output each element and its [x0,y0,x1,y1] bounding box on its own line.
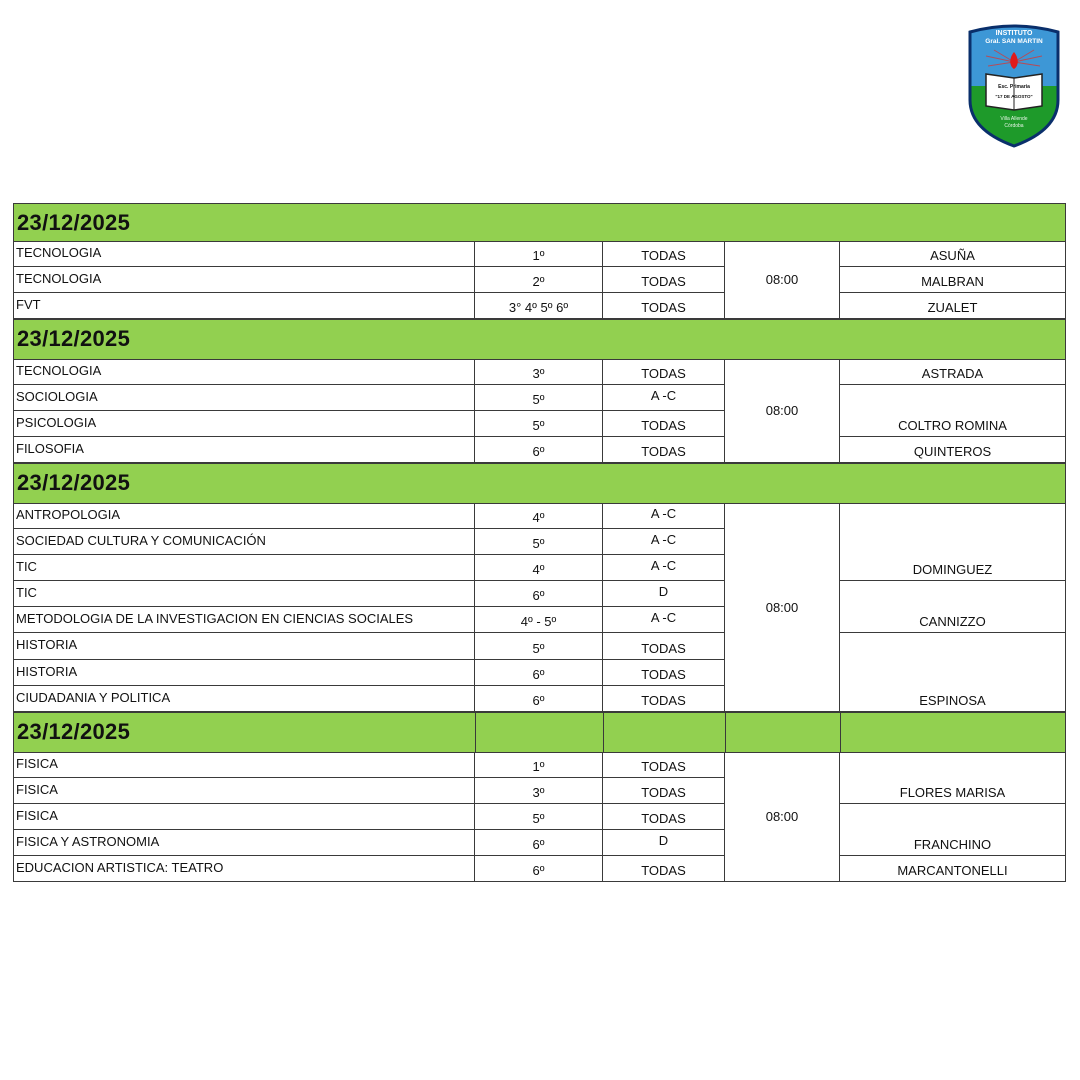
exam-date: 23/12/2025 [17,719,131,744]
subject-cell: FISICA [13,752,475,778]
course-cell: 3º [475,778,603,804]
course-cell: 3° 4º 5º 6º [475,293,603,319]
course-cell: 5º [475,385,603,411]
course-cell: 6º [475,686,603,712]
course-cell: 5º [475,804,603,830]
course-cell: 1º [475,241,603,267]
course-cell: 1º [475,752,603,778]
course-cell: 6º [475,830,603,856]
logo-text-province: Córdoba [1004,123,1024,129]
exam-date: 23/12/2025 [17,470,131,495]
date-header [13,203,1066,242]
teacher-cell: FRANCHINO [840,804,1066,856]
teacher-cell: CANNIZZO [840,581,1066,633]
division-cell: TODAS [603,359,725,385]
subject-cell: TIC [13,555,475,581]
exam-date: 23/12/2025 [17,210,131,235]
subject-cell: METODOLOGIA DE LA INVESTIGACION EN CIENCIAS SOCIALES [13,607,475,633]
division-cell: TODAS [603,778,725,804]
subject-cell: HISTORIA [13,660,475,686]
subject-cell: EDUCACION ARTISTICA: TEATRO [13,856,475,882]
subject-cell: FISICA [13,778,475,804]
division-cell: TODAS [603,856,725,882]
subject-cell: PSICOLOGIA [13,411,475,437]
course-cell: 5º [475,529,603,555]
division-cell: TODAS [603,437,725,463]
exam-time: 08:00 [725,241,840,319]
teacher-cell: ASTRADA [840,359,1066,385]
logo-text-school: "17 DE AGOSTO" [995,94,1033,99]
subject-cell: TECNOLOGIA [13,359,475,385]
division-cell: TODAS [603,411,725,437]
date-header [13,712,1066,753]
exam-time: 08:00 [725,752,840,882]
course-cell: 4º [475,555,603,581]
division-cell: TODAS [603,293,725,319]
subject-cell: CIUDADANIA Y POLITICA [13,686,475,712]
division-cell: A -C [603,503,725,529]
teacher-cell: QUINTEROS [840,437,1066,463]
subject-cell: FVT [13,293,475,319]
division-cell: TODAS [603,804,725,830]
logo-text-level: Esc. Primaria [998,84,1030,90]
subject-cell: SOCIEDAD CULTURA Y COMUNICACIÓN [13,529,475,555]
division-cell: D [603,581,725,607]
course-cell: 5º [475,633,603,660]
exam-date: 23/12/2025 [17,326,131,351]
header-divider [603,712,604,752]
teacher-cell: MARCANTONELLI [840,856,1066,882]
course-cell: 5º [475,411,603,437]
division-cell: TODAS [603,241,725,267]
exam-time: 08:00 [725,359,840,463]
teacher-cell: COLTRO ROMINA [840,385,1066,437]
division-cell: TODAS [603,686,725,712]
logo-text-name: Gral. SAN MARTIN [985,38,1043,45]
subject-cell: TECNOLOGIA [13,241,475,267]
logo-text-city: Villa Allende [1000,116,1028,122]
division-cell: A -C [603,607,725,633]
division-cell: TODAS [603,752,725,778]
division-cell: A -C [603,385,725,411]
teacher-cell: FLORES MARISA [840,752,1066,804]
teacher-cell: ASUÑA [840,241,1066,267]
division-cell: D [603,830,725,856]
subject-cell: TIC [13,581,475,607]
subject-cell: SOCIOLOGIA [13,385,475,411]
division-cell: A -C [603,529,725,555]
subject-cell: HISTORIA [13,633,475,660]
date-header [13,319,1066,360]
course-cell: 3º [475,359,603,385]
header-divider [840,712,841,752]
teacher-cell: ZUALET [840,293,1066,319]
division-cell: A -C [603,555,725,581]
subject-cell: ANTROPOLOGIA [13,503,475,529]
date-header [13,463,1066,504]
course-cell: 4º - 5º [475,607,603,633]
subject-cell: FISICA [13,804,475,830]
teacher-cell: MALBRAN [840,267,1066,293]
logo-text-instituto: INSTITUTO [995,30,1033,37]
teacher-cell: ESPINOSA [840,633,1066,712]
exam-time: 08:00 [725,503,840,712]
course-cell: 6º [475,856,603,882]
header-divider [475,712,476,752]
course-cell: 6º [475,437,603,463]
course-cell: 4º [475,503,603,529]
division-cell: TODAS [603,267,725,293]
subject-cell: FISICA Y ASTRONOMIA [13,830,475,856]
course-cell: 6º [475,660,603,686]
division-cell: TODAS [603,633,725,660]
course-cell: 2º [475,267,603,293]
course-cell: 6º [475,581,603,607]
teacher-cell: DOMINGUEZ [840,503,1066,581]
subject-cell: TECNOLOGIA [13,267,475,293]
header-divider [725,712,726,752]
subject-cell: FILOSOFIA [13,437,475,463]
division-cell: TODAS [603,660,725,686]
